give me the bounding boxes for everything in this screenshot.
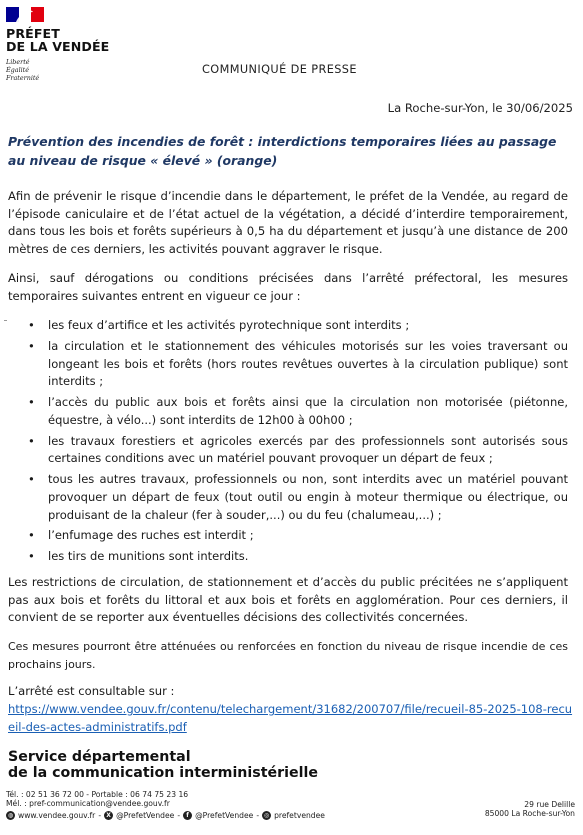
motto-fraternite: Fraternité <box>6 74 40 82</box>
separator: - <box>177 810 181 820</box>
instagram-icon: ◎ <box>263 811 270 819</box>
adjustment-paragraph: Ces mesures pourront être atténuées ou renforcées en fonction du niveau de risque incendie de ces prochains jours. <box>8 640 568 671</box>
measure-item-vehicles: • la circulation et le stationnement des véhicules motorisés sur les voies traversant ou longeant les bois et forêts (hors routes revêtues ouvertes à la circulation publique) sont interdits ; <box>8 338 568 391</box>
document-type: COMMUNIQUÉ DE PRESSE <box>202 63 357 76</box>
measure-item-forestry-work: • les travaux forestiers et agricoles exercés par des professionnels sont autorisés sous certaines conditions avec un matériel pouvant provoquer un départ de feux ; <box>8 433 568 468</box>
press-release-title: Prévention des incendies de forêt : interdictions temporaires liées au passage au niveau de risque « élevé » (orange) <box>8 134 557 168</box>
decree-link[interactable]: https://www.vendee.gouv.fr/contenu/telechargement/31682/200707/file/recueil-85-2025-108-recueil-des-actes-administratifs.pdf <box>8 702 573 734</box>
facebook-handle-link[interactable]: @PrefetVendee <box>195 810 254 820</box>
x-twitter-icon: X <box>104 811 113 820</box>
place-and-date: La Roche-sur-Yon, le 30/06/2025 <box>387 101 573 115</box>
measure-item-shooting: • les tirs de munitions sont interdits. <box>8 548 568 566</box>
social-links <box>6 809 325 821</box>
separator: - <box>98 810 102 820</box>
measure-item-fireworks: • les feux d’artifice et les activités pyrotechnique sont interdits ; <box>8 317 568 335</box>
service-name-line1: Service départemental <box>8 749 191 765</box>
globe-icon: ◍ <box>7 811 14 819</box>
address-line2: 85000 La Roche-sur-Yon <box>484 809 575 818</box>
website-link[interactable]: www.vendee.gouv.fr <box>18 810 96 820</box>
intro-paragraph: Afin de prévenir le risque d’incendie dans le département, le préfet de la Vendée, au regard de l’épisode caniculaire et de l’état actuel de la végétation, a décidé d’interdire temporairement, dans tous les bois et forêts supérieurs à 0,5 ha du département et jusqu’à une distance de 200 mètres de ces derniers, les activités pouvant aggraver le risque. <box>8 189 568 257</box>
measures-list <box>8 317 568 569</box>
prefect-name-line1: PRÉFET <box>6 26 60 41</box>
separator: - <box>256 810 260 820</box>
x-handle-link[interactable]: @PrefetVendee <box>116 810 175 820</box>
prefect-name-line2: DE LA VENDÉE <box>6 39 110 54</box>
measures-lead-paragraph: Ainsi, sauf dérogations ou conditions précisées dans l’arrêté préfectoral, les mesures temporaires suivantes entrent en vigueur ce jour : <box>8 271 568 303</box>
contact-phone: Tél. : 02 51 36 72 00 - Portable : 06 74 75 23 16 <box>6 790 189 799</box>
restrictions-paragraph: Les restrictions de circulation, de stationnement et d’accès du public précitées ne s’appliquent pas aux bois et forêts du littoral et aux bois et forêts en agglomération. Pour ces derniers, il convient de se reporter aux éventuelles décisions des collectivités concernées. <box>8 575 568 625</box>
facebook-icon: f <box>183 811 192 820</box>
contact-email[interactable]: Mél. : pref-communication@vendee.gouv.fr <box>6 799 170 808</box>
measure-item-other-work: • tous les autres travaux, professionnels ou non, sont interdits avec un matériel pouvant provoquer un départ de feux (tout outil ou engin à moteur thermique ou électrique, ou produisant de la chaleur (fer à souder,...) ou du feu (chalumeau,...) ; <box>8 471 568 524</box>
measure-item-beehives: • l’enfumage des ruches est interdit ; <box>8 527 568 545</box>
decree-intro: L’arrêté est consultable sur : <box>8 684 175 698</box>
measure-item-public-access: • l’accès du public aux bois et forêts ainsi que la circulation non motorisée (piétonne, équestre, à vélo...) sont interdits de 12h00 à 00h00 ; <box>8 394 568 429</box>
marianne-flag-logo <box>6 7 44 22</box>
motto-liberte: Liberté <box>6 58 30 66</box>
instagram-handle-link[interactable]: prefetvendee <box>274 810 325 820</box>
list-marker <box>4 320 7 321</box>
service-name-line2: de la communication interministérielle <box>8 765 318 781</box>
motto-egalite: Égalité <box>6 66 30 74</box>
address-line1: 29 rue Delille <box>524 800 575 809</box>
